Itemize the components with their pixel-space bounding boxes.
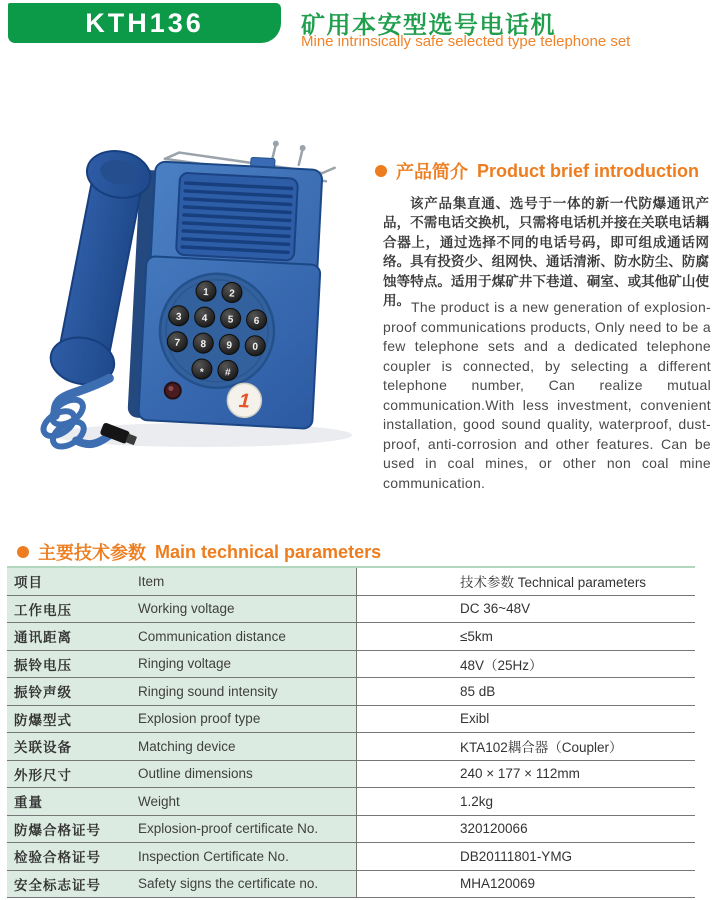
param-cell-value: KTA102耦合器（Coupler） [356,733,695,760]
param-cell-value: 240 × 177 × 112mm [356,761,695,788]
table-row [7,761,695,789]
product-photo [22,132,372,467]
params-section-heading [17,539,381,565]
param-cell-en: Communication distance [135,623,356,650]
param-cell-cn: 检验合格证号 [7,843,135,870]
param-cell-value: Exibl [356,706,695,733]
bullet-icon [17,546,29,558]
intro-section-heading [375,158,699,184]
param-cell-cn: 振铃电压 [7,651,135,678]
svg-text:*: * [199,366,204,379]
param-cell-value: ≤5km [356,623,695,650]
table-row [7,568,695,596]
params-heading-cn: 主要技术参数 [38,543,146,563]
param-cell-cn: 安全标志证号 [7,871,135,898]
param-cell-cn: 防爆型式 [7,706,135,733]
table-row [7,623,695,651]
param-cell-value: 1.2kg [356,788,695,815]
param-cell-value: DC 36~48V [356,596,695,623]
param-cell-en: Outline dimensions [135,761,356,788]
param-cell-cn: 振铃声级 [7,678,135,705]
table-row [7,651,695,679]
intro-heading-en: Product brief introduction [477,160,699,181]
model-badge: KTH136 [8,3,281,43]
svg-text:2: 2 [228,288,235,300]
intro-paragraph-en: The product is a new generation of explosion-proof communications products, Only need to be a few telephone sets and a dedicated telephone coupler is connected, by selecting a different telephone number, Can realize mutual communication.With less investment, convenient installation, good sound quality, waterproof, dust-proof, anti-corrosion and other features. Can be used in coal mines, or other non coal mine communication. [383,299,711,491]
param-cell-cn: 通讯距离 [7,623,135,650]
table-row [7,871,695,899]
param-cell-value: MHA120069 [356,871,695,898]
param-cell-value: 85 dB [356,678,695,705]
table-row [7,733,695,761]
bullet-icon [375,165,387,177]
svg-text:0: 0 [252,341,259,353]
page-title-cn: 矿用本安型选号电话机 [301,12,556,39]
svg-text:#: # [224,367,231,379]
param-cell-value: 320120066 [356,816,695,843]
svg-text:3: 3 [175,311,182,323]
intro-paragraph-cn: 该产品集直通、选号于一体的新一代防爆通讯产品，不需电话交换机，只需将电话机并接在关联电话耦合器上，通过选择不同的电话号码，即可组成通话网络。具有投资少、组网快、通话清淅、防水防尘、防腐蚀等特点。适用于煤矿井下巷道、硐室、或其他矿山使用。 [383,196,709,309]
param-cell-value: 技术参数 Technical parameters [356,568,695,595]
param-cell-cn: 重量 [7,788,135,815]
param-cell-cn: 防爆合格证号 [7,816,135,843]
svg-text:5: 5 [227,314,234,326]
table-row [7,678,695,706]
param-cell-value: 48V（25Hz） [356,651,695,678]
param-cell-en: Safety signs the certificate no. [135,871,356,898]
bracket-pin [273,140,279,146]
table-row [7,596,695,624]
param-cell-cn: 工作电压 [7,596,135,623]
params-heading-en: Main technical parameters [155,541,382,562]
table-row [7,843,695,871]
parameters-table [7,566,695,898]
param-cell-value: DB20111801-YMG [356,843,695,870]
param-cell-en: Inspection Certificate No. [135,843,356,870]
param-cell-en: Ringing voltage [135,651,356,678]
param-cell-en: Working voltage [135,596,356,623]
param-cell-en: Item [135,568,356,595]
telephone-illustration [22,132,372,467]
speaker-grille [176,173,298,261]
label-badge [226,382,262,418]
param-cell-cn: 关联设备 [7,733,135,760]
svg-text:7: 7 [174,337,181,349]
svg-text:6: 6 [253,315,260,327]
param-cell-en: Ringing sound intensity [135,678,356,705]
svg-text:1: 1 [238,390,251,413]
svg-text:9: 9 [226,340,233,352]
param-cell-cn: 项目 [7,568,135,595]
table-row [7,788,695,816]
indicator-led [164,382,181,399]
page-title-en: Mine intrinsically safe selected type telephone set [301,33,631,50]
coiled-cord [38,375,112,454]
svg-text:8: 8 [200,338,207,351]
param-cell-en: Matching device [135,733,356,760]
param-cell-en: Explosion-proof certificate No. [135,816,356,843]
bracket-pin [299,145,305,151]
svg-text:1: 1 [202,287,210,299]
svg-text:4: 4 [201,312,208,325]
table-row [7,816,695,844]
intro-heading-cn: 产品简介 [396,162,468,182]
param-cell-en: Weight [135,788,356,815]
param-cell-cn: 外形尺寸 [7,761,135,788]
table-row [7,706,695,734]
param-cell-en: Explosion proof type [135,706,356,733]
